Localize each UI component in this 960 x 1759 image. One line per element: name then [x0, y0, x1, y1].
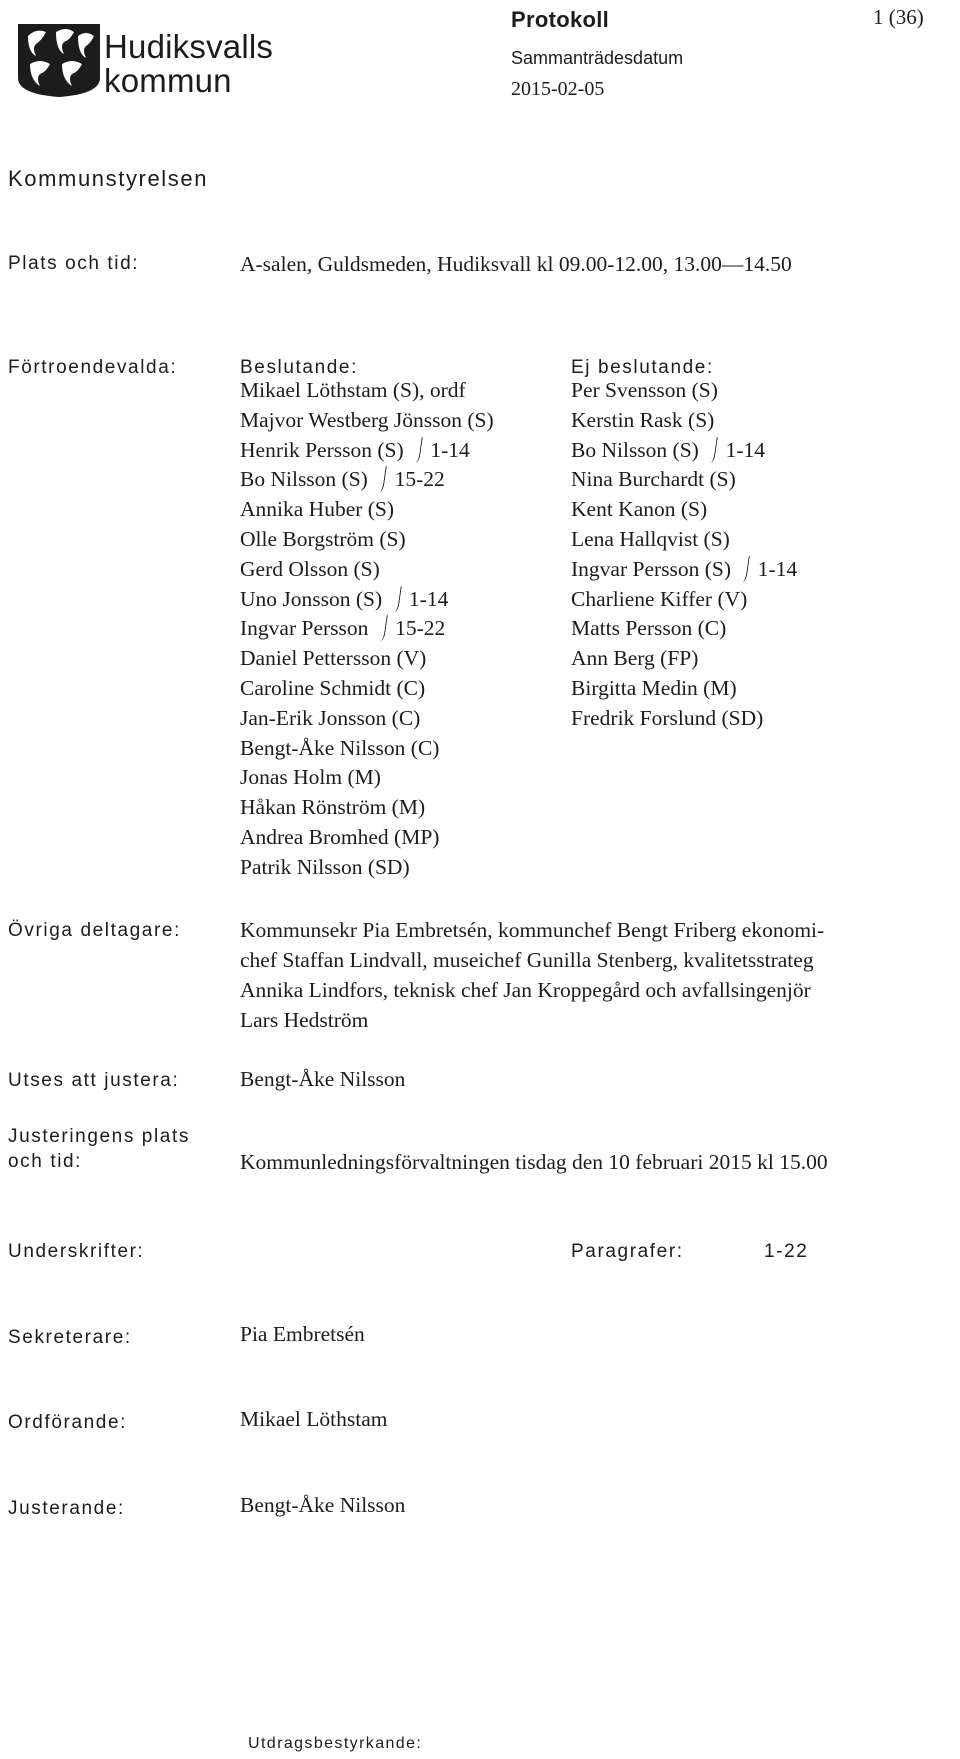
attendee-row [240, 585, 494, 615]
attendee-name: Nina Burchardt (S) [571, 467, 736, 492]
attendee-name: Ann Berg (FP) [571, 646, 699, 671]
attendee-name: Ingvar Persson (S) [571, 556, 732, 581]
others-label: Övriga deltagare: [8, 920, 181, 941]
attendee-name: Bo Nilsson (S) [571, 437, 699, 462]
attendee-row [571, 555, 797, 585]
attendee-name: Bengt-Åke Nilsson (C) [240, 735, 440, 760]
logo-line-2: kommun [104, 62, 232, 99]
attendee-name: Matts Persson (C) [571, 616, 727, 641]
attendee-name: Annika Huber (S) [240, 497, 395, 522]
attendee-row [571, 525, 797, 555]
attendee-name: Daniel Pettersson (V) [240, 646, 427, 671]
attendee-name: Caroline Schmidt (C) [240, 675, 426, 700]
attendee-paragraphs: 1-14 [725, 437, 765, 462]
attendee-name: Birgitta Medin (M) [571, 675, 737, 700]
attendee-name: Kent Kanon (S) [571, 497, 708, 522]
attendee-row [240, 495, 494, 525]
attendee-paragraphs: 1-14 [408, 586, 449, 611]
attendee-name: Jan-Erik Jonsson (C) [240, 705, 421, 730]
logo-line-1: Hudiksvalls [104, 28, 274, 65]
attendee-row [240, 734, 494, 764]
attendee-row [240, 763, 494, 793]
attendee-row [571, 436, 797, 466]
others-line: chef Staffan Lindvall, museichef Gunilla Stenberg, kvalitetsstrateg [240, 948, 814, 972]
attendee-row [571, 585, 797, 615]
chair-name: Mikael Löthstam [240, 1407, 388, 1431]
attendee-name: Ingvar Persson [240, 616, 369, 641]
attendee-name: Kerstin Rask (S) [571, 407, 715, 432]
deciding-list [240, 376, 494, 883]
attendee-paragraphs: 15-22 [394, 467, 445, 492]
attendee-row [571, 644, 797, 674]
body-title: Kommunstyrelsen [8, 166, 209, 191]
adjust-place-label-2: och tid: [8, 1151, 83, 1172]
meeting-date-label: Sammanträdesdatum [511, 48, 684, 68]
attendee-row [240, 436, 494, 466]
attendee-row [240, 376, 494, 406]
attendee-row [240, 793, 494, 823]
others-line: Kommunsekr Pia Embretsén, kommunchef Bengt Friberg ekonomi- [240, 918, 825, 942]
attendee-paragraphs: 1-14 [757, 556, 798, 581]
logo-wordmark [104, 30, 273, 98]
attendee-name: Majvor Westberg Jönsson (S) [240, 407, 494, 432]
page-number: 1 (36) [873, 5, 924, 29]
signature-adjuster-label: Justerande: [8, 1498, 125, 1519]
adjust-place-label-1: Justeringens plats [8, 1126, 190, 1147]
attendee-name: Fredrik Forslund (SD) [571, 705, 764, 730]
attendee-name: Mikael Löthstam (S), ordf [240, 378, 466, 402]
attendee-row [571, 674, 797, 704]
attendee-row [240, 853, 494, 883]
adjuster-value: Bengt-Åke Nilsson [240, 1067, 406, 1091]
municipality-logo [16, 18, 274, 99]
attendee-row [240, 704, 494, 734]
attendee-name: Patrik Nilsson (SD) [240, 854, 410, 879]
attendee-name: Gerd Olsson (S) [240, 556, 380, 581]
attendee-row [571, 495, 797, 525]
adjust-place-value: Kommunledningsförvaltningen tisdag den 10 februari 2015 kl 15.00 [240, 1150, 828, 1174]
secretary-name: Pia Embretsén [240, 1322, 365, 1346]
attendee-paragraphs: 1-14 [430, 437, 470, 462]
meeting-date: 2015-02-05 [511, 78, 605, 100]
secretary-label: Sekreterare: [8, 1327, 132, 1348]
attendee-row [571, 376, 797, 406]
attendee-name: Jonas Holm (M) [240, 765, 381, 790]
place-label: Plats och tid: [8, 253, 140, 274]
attendee-row [240, 644, 494, 674]
nondeciding-list [571, 376, 797, 734]
paragraphs-label: Paragrafer: [571, 1241, 684, 1262]
attendee-row [240, 823, 494, 853]
chair-label: Ordförande: [8, 1412, 127, 1433]
signature-adjuster-name: Bengt-Åke Nilsson [240, 1493, 406, 1517]
others-line: Annika Lindfors, teknisk chef Jan Kroppegård och avfallsingenjör [240, 978, 811, 1002]
attendee-paragraphs: 15-22 [395, 616, 446, 641]
attendee-name: Bo Nilsson (S) [240, 467, 368, 492]
paragraphs-value: 1-22 [764, 1241, 809, 1262]
attendee-row [571, 704, 797, 734]
elected-label: Förtroendevalda: [8, 357, 178, 378]
attendee-row [571, 614, 797, 644]
attendee-name: Andrea Bromhed (MP) [240, 824, 440, 849]
others-text [240, 915, 945, 1035]
attendee-name: Charliene Kiffer (V) [571, 586, 748, 611]
goat-emblem-icon [16, 18, 102, 98]
nondeciding-header: Ej beslutande: [571, 357, 714, 378]
attendee-row [240, 674, 494, 704]
deciding-header: Beslutande: [240, 357, 358, 378]
attendee-name: Olle Borgström (S) [240, 526, 406, 551]
attendee-row [240, 406, 494, 436]
signatures-label: Underskrifter: [8, 1241, 145, 1262]
adjuster-label: Utses att justera: [8, 1070, 180, 1091]
place-value: A-salen, Guldsmeden, Hudiksvall kl 09.00-12.00, 13.00—14.50 [240, 252, 792, 276]
extract-certification-label: Utdragsbestyrkande: [248, 1735, 423, 1752]
document-type: Protokoll [511, 7, 610, 32]
attendee-row [240, 465, 494, 495]
others-line: Lars Hedström [240, 1008, 369, 1032]
attendee-row [240, 525, 494, 555]
attendee-name: Per Svensson (S) [571, 378, 718, 402]
attendee-name: Henrik Persson (S) [240, 437, 404, 462]
attendee-name: Lena Hallqvist (S) [571, 526, 730, 551]
attendee-name: Uno Jonsson (S) [240, 586, 383, 611]
attendee-row [240, 614, 494, 644]
attendee-row [571, 406, 797, 436]
attendee-row [240, 555, 494, 585]
attendee-row [571, 465, 797, 495]
attendee-name: Håkan Rönström (M) [240, 795, 426, 820]
